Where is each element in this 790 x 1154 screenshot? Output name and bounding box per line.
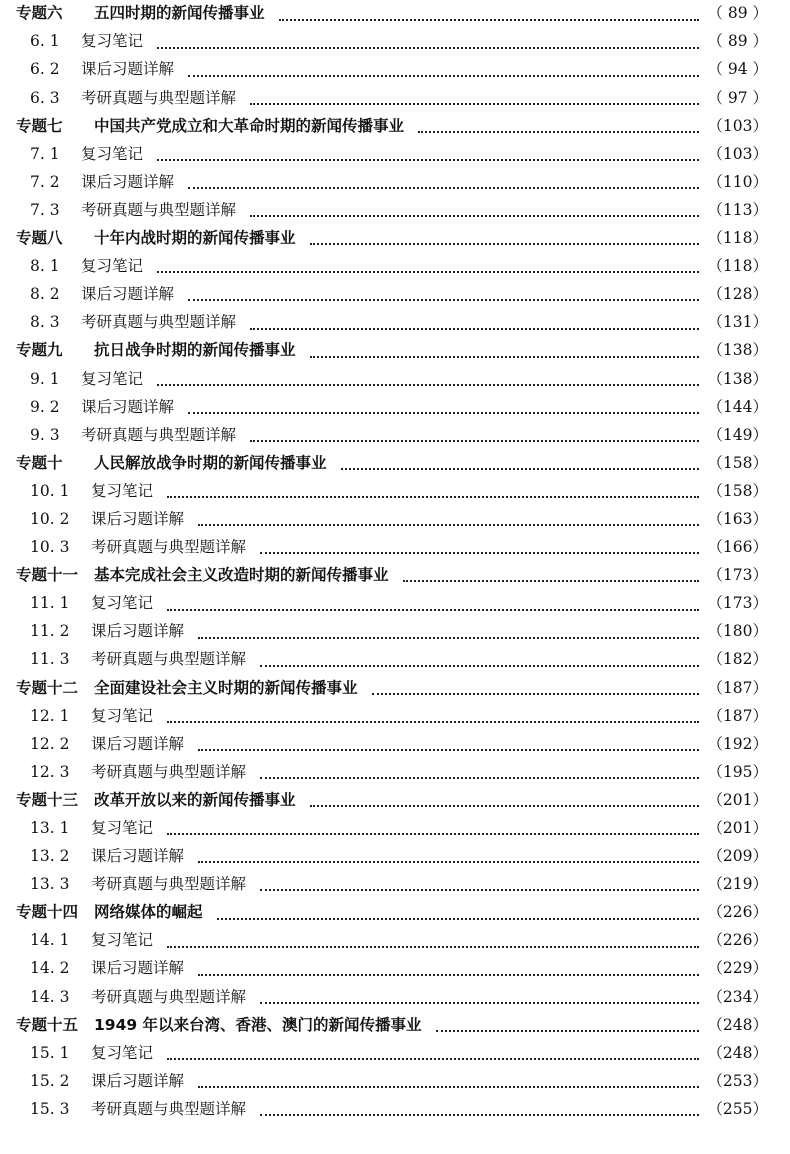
page-number: （ 89 ） xyxy=(707,32,768,51)
toc-chapter-entry[interactable] xyxy=(16,0,768,28)
toc-section-entry[interactable] xyxy=(16,955,768,983)
toc-section-entry[interactable] xyxy=(16,871,768,899)
toc-section-entry[interactable] xyxy=(16,927,768,955)
section-number: 12. 1 xyxy=(30,706,70,725)
page-number: （226） xyxy=(707,931,768,950)
section-number: 9. 3 xyxy=(30,425,60,444)
section-number: 15. 2 xyxy=(30,1071,70,1090)
section-title: 复习笔记 xyxy=(91,481,154,500)
section-title: 考研真题与典型题详解 xyxy=(91,1099,247,1118)
section-number: 10. 1 xyxy=(30,481,70,500)
toc-chapter-entry[interactable] xyxy=(16,562,768,590)
section-title: 课后习题详解 xyxy=(91,734,185,753)
section-title: 复习笔记 xyxy=(91,1043,154,1062)
section-title: 课后习题详解 xyxy=(91,509,185,528)
chapter-label: 专题七 xyxy=(16,116,63,135)
toc-section-entry[interactable] xyxy=(16,702,768,730)
section-number: 8. 3 xyxy=(30,313,60,332)
section-title: 考研真题与典型题详解 xyxy=(81,313,237,332)
page-number: （103） xyxy=(707,144,768,163)
section-number: 7. 3 xyxy=(30,200,60,219)
section-title: 复习笔记 xyxy=(91,931,154,950)
chapter-title: 全面建设社会主义时期的新闻传播事业 xyxy=(94,678,358,697)
page-number: （192） xyxy=(707,734,768,753)
dot-leader xyxy=(167,945,699,948)
section-title: 课后习题详解 xyxy=(91,959,185,978)
dot-leader xyxy=(167,1057,699,1060)
toc-chapter-entry[interactable] xyxy=(16,899,768,927)
page-number: （144） xyxy=(707,397,768,416)
chapter-title: 抗日战争时期的新闻传播事业 xyxy=(94,341,296,360)
dot-leader xyxy=(198,1085,699,1088)
section-title: 考研真题与典型题详解 xyxy=(91,650,247,669)
section-number: 9. 1 xyxy=(30,369,60,388)
dot-leader xyxy=(418,130,699,133)
page-number: （173） xyxy=(707,566,768,585)
dot-leader xyxy=(188,186,699,189)
toc-section-entry[interactable] xyxy=(16,84,768,112)
section-number: 11. 3 xyxy=(30,650,70,669)
dot-leader xyxy=(167,495,699,498)
section-number: 8. 2 xyxy=(30,285,60,304)
section-number: 6. 2 xyxy=(30,60,60,79)
section-number: 9. 2 xyxy=(30,397,60,416)
dot-leader xyxy=(260,1001,699,1004)
toc-section-entry[interactable] xyxy=(16,730,768,758)
dot-leader xyxy=(198,523,699,526)
chapter-title: 改革开放以来的新闻传播事业 xyxy=(94,790,296,809)
section-title: 复习笔记 xyxy=(81,144,144,163)
section-title: 课后习题详解 xyxy=(91,622,185,641)
toc-chapter-entry[interactable] xyxy=(16,337,768,365)
section-number: 11. 2 xyxy=(30,622,70,641)
chapter-title: 网络媒体的崛起 xyxy=(94,903,203,922)
toc-section-entry[interactable] xyxy=(16,843,768,871)
page-number: （158） xyxy=(707,481,768,500)
toc-section-entry[interactable] xyxy=(16,28,768,56)
toc-section-entry[interactable] xyxy=(16,506,768,534)
chapter-label: 专题十三 xyxy=(16,790,79,809)
section-title: 复习笔记 xyxy=(91,706,154,725)
dot-leader xyxy=(310,804,700,807)
section-number: 10. 3 xyxy=(30,538,70,557)
page-number: （ 97 ） xyxy=(707,88,768,107)
section-title: 课后习题详解 xyxy=(81,285,175,304)
table-of-contents xyxy=(16,0,768,1124)
toc-chapter-entry[interactable] xyxy=(16,787,768,815)
toc-section-entry[interactable] xyxy=(16,815,768,843)
dot-leader xyxy=(260,664,699,667)
section-title: 考研真题与典型题详解 xyxy=(91,538,247,557)
page-number: （195） xyxy=(707,762,768,781)
page-number: （149） xyxy=(707,425,768,444)
toc-section-entry[interactable] xyxy=(16,169,768,197)
dot-leader xyxy=(188,411,699,414)
page-number: （187） xyxy=(707,706,768,725)
section-number: 6. 1 xyxy=(30,32,60,51)
toc-section-entry[interactable] xyxy=(16,534,768,562)
dot-leader xyxy=(198,636,699,639)
chapter-label: 专题十五 xyxy=(16,1015,79,1034)
page-number: （187） xyxy=(707,678,768,697)
dot-leader xyxy=(167,720,699,723)
dot-leader xyxy=(217,917,700,920)
toc-section-entry[interactable] xyxy=(16,365,768,393)
page-number: （201） xyxy=(707,819,768,838)
page-number: （ 94 ） xyxy=(707,60,768,79)
section-number: 14. 2 xyxy=(30,959,70,978)
dot-leader xyxy=(436,1029,700,1032)
page-number: （158） xyxy=(707,453,768,472)
dot-leader xyxy=(198,973,699,976)
toc-section-entry[interactable] xyxy=(16,56,768,84)
section-title: 课后习题详解 xyxy=(81,60,175,79)
dot-leader xyxy=(167,608,699,611)
toc-chapter-entry[interactable] xyxy=(16,674,768,702)
toc-section-entry[interactable] xyxy=(16,983,768,1011)
toc-section-entry[interactable] xyxy=(16,140,768,168)
section-number: 13. 3 xyxy=(30,875,70,894)
dot-leader xyxy=(372,692,700,695)
section-number: 13. 2 xyxy=(30,847,70,866)
section-title: 课后习题详解 xyxy=(91,847,185,866)
chapter-label: 专题六 xyxy=(16,4,63,23)
page-number: （255） xyxy=(707,1099,768,1118)
section-title: 考研真题与典型题详解 xyxy=(91,987,247,1006)
page-number: （113） xyxy=(707,200,768,219)
toc-section-entry[interactable] xyxy=(16,1039,768,1067)
toc-section-entry[interactable] xyxy=(16,590,768,618)
page-number: （180） xyxy=(707,622,768,641)
dot-leader xyxy=(167,832,699,835)
toc-section-entry[interactable] xyxy=(16,309,768,337)
toc-chapter-entry[interactable] xyxy=(16,1011,768,1039)
toc-section-entry[interactable] xyxy=(16,281,768,309)
section-title: 考研真题与典型题详解 xyxy=(81,200,237,219)
dot-leader xyxy=(157,46,699,49)
section-number: 13. 1 xyxy=(30,819,70,838)
chapter-label: 专题十 xyxy=(16,453,63,472)
page-number: （234） xyxy=(707,987,768,1006)
dot-leader xyxy=(260,1113,699,1116)
section-title: 考研真题与典型题详解 xyxy=(81,425,237,444)
section-number: 14. 1 xyxy=(30,931,70,950)
page-number: （163） xyxy=(707,509,768,528)
chapter-label: 专题十四 xyxy=(16,903,79,922)
page-number: （110） xyxy=(707,172,768,191)
toc-section-entry[interactable] xyxy=(16,646,768,674)
page-number: （118） xyxy=(707,257,768,276)
toc-section-entry[interactable] xyxy=(16,759,768,787)
page-number: （173） xyxy=(707,594,768,613)
section-number: 10. 2 xyxy=(30,509,70,528)
toc-chapter-entry[interactable] xyxy=(16,112,768,140)
page-number: （118） xyxy=(707,229,768,248)
page-number: （131） xyxy=(707,313,768,332)
page-number: （128） xyxy=(707,285,768,304)
section-number: 6. 3 xyxy=(30,88,60,107)
dot-leader xyxy=(198,748,699,751)
dot-leader xyxy=(188,74,699,77)
page-number: （219） xyxy=(707,875,768,894)
section-number: 8. 1 xyxy=(30,257,60,276)
toc-section-entry[interactable] xyxy=(16,1096,768,1124)
toc-section-entry[interactable] xyxy=(16,618,768,646)
page-number: （229） xyxy=(707,959,768,978)
toc-chapter-entry[interactable] xyxy=(16,225,768,253)
section-title: 复习笔记 xyxy=(91,819,154,838)
section-title: 考研真题与典型题详解 xyxy=(91,875,247,894)
page-number: （182） xyxy=(707,650,768,669)
dot-leader xyxy=(250,439,699,442)
section-title: 课后习题详解 xyxy=(91,1071,185,1090)
dot-leader xyxy=(403,579,700,582)
section-title: 复习笔记 xyxy=(81,369,144,388)
toc-section-entry[interactable] xyxy=(16,1068,768,1096)
dot-leader xyxy=(157,270,699,273)
toc-chapter-entry[interactable] xyxy=(16,450,768,478)
page-number: （226） xyxy=(707,903,768,922)
section-number: 14. 3 xyxy=(30,987,70,1006)
section-number: 7. 1 xyxy=(30,144,60,163)
page-number: （248） xyxy=(707,1043,768,1062)
dot-leader xyxy=(341,467,700,470)
toc-section-entry[interactable] xyxy=(16,393,768,421)
dot-leader xyxy=(250,102,699,105)
page-number: （138） xyxy=(707,369,768,388)
toc-section-entry[interactable] xyxy=(16,421,768,449)
section-number: 12. 3 xyxy=(30,762,70,781)
page-number: （103） xyxy=(707,116,768,135)
page-number: （248） xyxy=(707,1015,768,1034)
chapter-label: 专题八 xyxy=(16,229,63,248)
dot-leader xyxy=(157,158,699,161)
chapter-title: 基本完成社会主义改造时期的新闻传播事业 xyxy=(94,566,389,585)
toc-section-entry[interactable] xyxy=(16,478,768,506)
dot-leader xyxy=(198,860,699,863)
chapter-label: 专题十一 xyxy=(16,566,79,585)
chapter-title: 五四时期的新闻传播事业 xyxy=(94,4,265,23)
toc-section-entry[interactable] xyxy=(16,197,768,225)
dot-leader xyxy=(310,355,700,358)
dot-leader xyxy=(260,888,699,891)
chapter-title: 中国共产党成立和大革命时期的新闻传播事业 xyxy=(94,116,405,135)
dot-leader xyxy=(188,298,699,301)
section-number: 15. 1 xyxy=(30,1043,70,1062)
page-number: （166） xyxy=(707,538,768,557)
section-title: 考研真题与典型题详解 xyxy=(91,762,247,781)
page-number: （ 89 ） xyxy=(707,4,768,23)
page-number: （138） xyxy=(707,341,768,360)
page-number: （201） xyxy=(707,790,768,809)
dot-leader xyxy=(260,776,699,779)
section-title: 课后习题详解 xyxy=(81,172,175,191)
dot-leader xyxy=(260,551,699,554)
chapter-title: 人民解放战争时期的新闻传播事业 xyxy=(94,453,327,472)
dot-leader xyxy=(157,383,699,386)
dot-leader xyxy=(250,214,699,217)
toc-section-entry[interactable] xyxy=(16,253,768,281)
page-number: （253） xyxy=(707,1071,768,1090)
section-title: 复习笔记 xyxy=(81,32,144,51)
section-number: 7. 2 xyxy=(30,172,60,191)
section-number: 15. 3 xyxy=(30,1099,70,1118)
chapter-title: 1949 年以来台湾、香港、澳门的新闻传播事业 xyxy=(94,1015,422,1034)
page-number: （209） xyxy=(707,847,768,866)
chapter-label: 专题十二 xyxy=(16,678,79,697)
section-number: 12. 2 xyxy=(30,734,70,753)
section-title: 课后习题详解 xyxy=(81,397,175,416)
section-title: 复习笔记 xyxy=(91,594,154,613)
section-number: 11. 1 xyxy=(30,594,70,613)
section-title: 考研真题与典型题详解 xyxy=(81,88,237,107)
dot-leader xyxy=(250,327,699,330)
section-title: 复习笔记 xyxy=(81,257,144,276)
dot-leader xyxy=(310,242,700,245)
dot-leader xyxy=(279,18,700,21)
chapter-title: 十年内战时期的新闻传播事业 xyxy=(94,229,296,248)
chapter-label: 专题九 xyxy=(16,341,63,360)
